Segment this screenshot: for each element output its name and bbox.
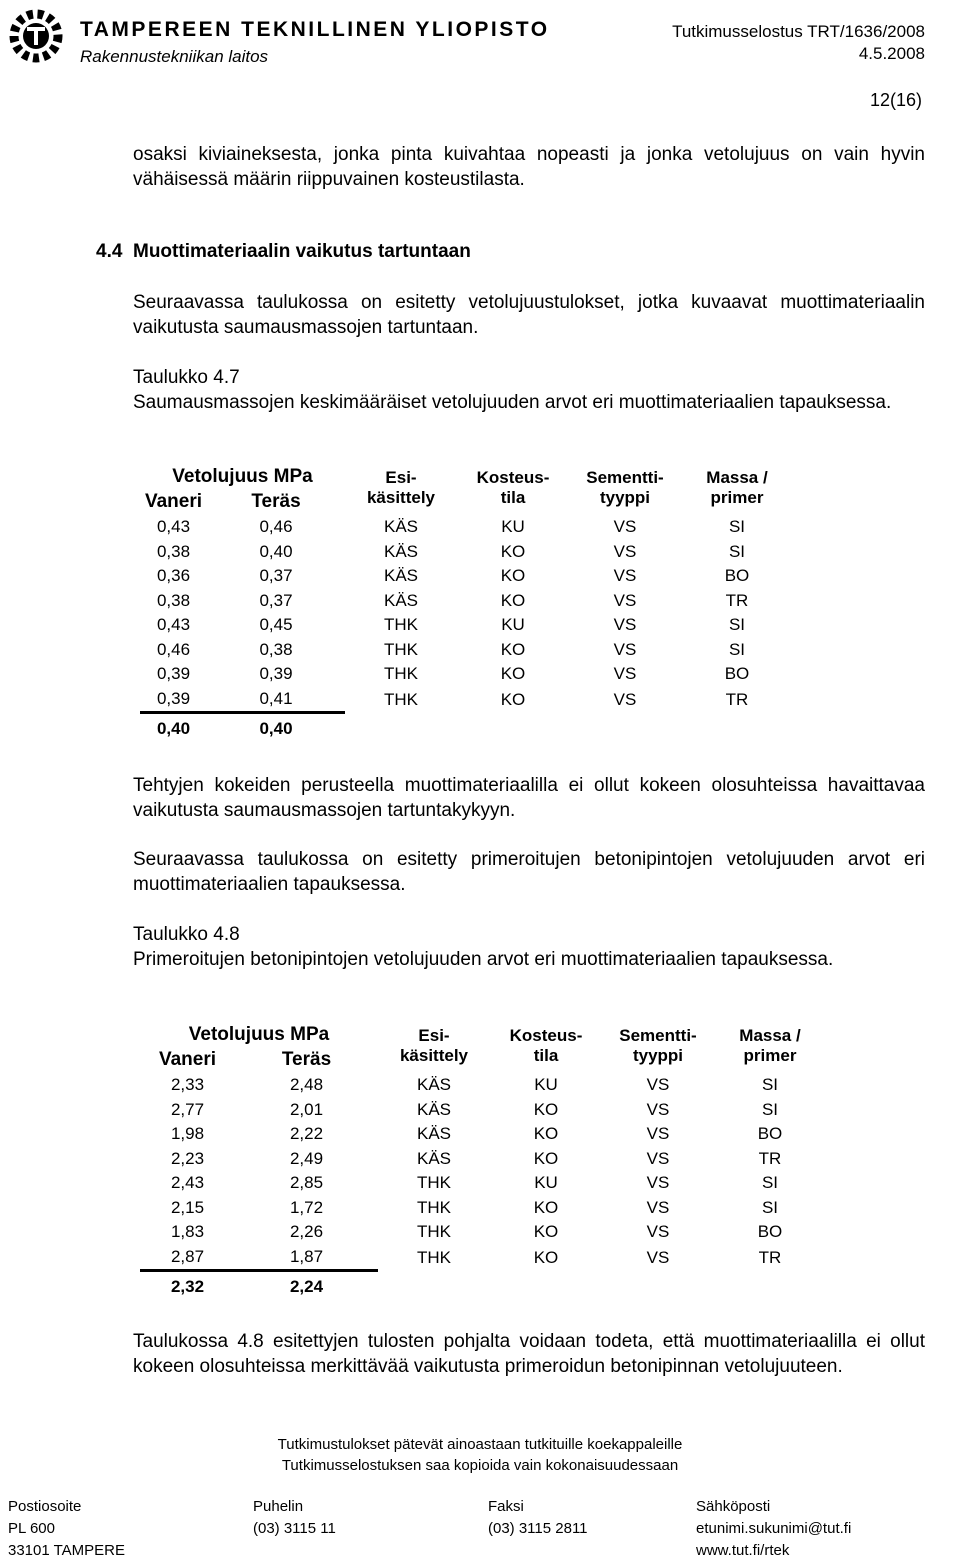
footer-fax (488, 1496, 588, 1540)
cell-massa: TR (758, 1148, 782, 1168)
phone-label: Puhelin (253, 1498, 304, 1515)
cell-sementtityyppi: VS (646, 1099, 670, 1119)
table-row (140, 1122, 826, 1147)
table-1-label: Taulukko 4.7 (133, 367, 240, 388)
cell-kosteustila: KO (500, 639, 526, 659)
footer-email (696, 1496, 851, 1562)
table-row (140, 564, 793, 589)
paragraph-2: Tehtyjen kokeiden perusteella muottimateriaalilla ei ollut kokeen olosuhteissa havaittavaa vaikutusta saumausmassojen tartuntakykyyn. (133, 775, 925, 821)
table-row (140, 1245, 826, 1271)
table-header-row-1 (140, 463, 793, 488)
cell-sementtityyppi: VS (646, 1222, 670, 1242)
table-4-8 (140, 1021, 826, 1300)
table-row (140, 589, 793, 614)
university-logo-icon (5, 5, 67, 67)
table-row (140, 613, 793, 638)
table-row (140, 540, 793, 565)
cell-vaneri: 2,23 (170, 1148, 205, 1168)
header-esikasittely-1: Esi- (385, 468, 417, 487)
cell-teras: 0,41 (207, 687, 345, 713)
cell-kosteustila: KU (534, 1075, 558, 1095)
report-id: Tutkimusselostus TRT/1636/2008 (672, 22, 925, 41)
fax-number: (03) 3115 2811 (488, 1520, 588, 1537)
header-vaneri: Vaneri (144, 490, 203, 512)
cell-sementtityyppi: VS (646, 1173, 670, 1193)
table-2-caption: Primeroitujen betonipintojen vetolujuuden arvot eri muottimateriaalien tapauksessa. (133, 949, 834, 970)
table-header-row-2 (140, 1046, 826, 1073)
cell-sementtityyppi: VS (646, 1247, 670, 1267)
header-sementtityyppi-2: tyyppi (599, 488, 651, 507)
cell-kosteustila: KO (500, 541, 526, 561)
cell-teras: 2,48 (289, 1075, 324, 1095)
paragraph-1: Seuraavassa taulukossa on esitetty vetolujuustulokset, jotka kuvaavat muottimateriaalin vaikutusta saumausmassojen tartuntaan. (133, 292, 925, 338)
cell-teras: 2,85 (289, 1173, 324, 1193)
footer-phone (253, 1496, 336, 1540)
table-average-row (140, 1271, 826, 1301)
report-date: 4.5.2008 (858, 44, 925, 63)
cell-teras: 1,72 (289, 1197, 324, 1217)
header-esikasittely-1: Esi- (418, 1026, 450, 1045)
cell-kosteustila: KO (533, 1197, 559, 1217)
header-sementtityyppi-1: Sementti- (619, 1026, 697, 1045)
cell-esikasittely: THK (384, 664, 418, 684)
cell-vaneri: 0,38 (156, 590, 191, 610)
cell-sementtityyppi: VS (646, 1148, 670, 1168)
cell-sementtityyppi: VS (613, 615, 637, 635)
cell-teras: 2,01 (289, 1099, 324, 1119)
table-header-row-2 (140, 488, 793, 515)
header-sementtityyppi-2: tyyppi (632, 1046, 684, 1065)
cell-massa: SI (728, 615, 746, 635)
table-4-7 (140, 463, 793, 742)
table-row (140, 687, 793, 713)
cell-massa: SI (761, 1099, 779, 1119)
cell-massa: SI (728, 517, 746, 537)
header-esikasittely-2: käsittely (366, 488, 436, 507)
cell-massa: TR (725, 590, 749, 610)
cell-kosteustila: KO (500, 664, 526, 684)
table-row (140, 1073, 826, 1098)
header-teras: Teräs (281, 1048, 332, 1070)
cell-vaneri: 0,39 (156, 664, 191, 684)
cell-vaneri: 2,15 (170, 1197, 205, 1217)
cell-kosteustila: KO (533, 1148, 559, 1168)
intro-paragraph: osaksi kiviaineksesta, jonka pinta kuivahtaa nopeasti ja jonka vetolujuus on vain hyvin vähäisessä määrin riippuvainen kosteustilasta. (133, 144, 925, 190)
cell-vaneri: 0,43 (156, 517, 191, 537)
header-kosteustila-2: tila (533, 1046, 559, 1065)
cell-massa: BO (724, 664, 750, 684)
cell-avg-teras: 0,40 (259, 719, 293, 738)
email-label: Sähköposti (696, 1498, 771, 1515)
header-massa-1: Massa / (706, 468, 768, 487)
cell-teras: 0,40 (259, 541, 293, 561)
cell-esikasittely: KÄS (416, 1148, 452, 1168)
department-name: Rakennustekniikan laitos (80, 47, 269, 66)
cell-massa: SI (728, 541, 746, 561)
cell-vaneri: 0,39 (140, 687, 207, 713)
phone-number: (03) 3115 11 (253, 1520, 336, 1537)
cell-esikasittely: KÄS (416, 1099, 452, 1119)
header-massa-2: primer (710, 488, 764, 507)
cell-esikasittely: THK (417, 1247, 451, 1267)
cell-teras: 0,38 (259, 639, 293, 659)
cell-esikasittely: THK (417, 1173, 451, 1193)
table-row (140, 1147, 826, 1172)
email-address[interactable]: etunimi.sukunimi@tut.fi (696, 1520, 852, 1537)
cell-esikasittely: KÄS (383, 541, 419, 561)
table-row (140, 1220, 826, 1245)
cell-esikasittely: KÄS (383, 590, 419, 610)
table-row (140, 1098, 826, 1123)
cell-kosteustila: KO (533, 1124, 559, 1144)
header-teras: Teräs (251, 490, 301, 512)
paragraph-4: Taulukossa 4.8 esitettyjen tulosten pohjalta voidaan todeta, että muottimateriaalilla ei ollut kokeen olosuhteissa merkittävää vaikutusta primeroidun betonipinnan vetolujuuteen. (133, 1331, 925, 1377)
cell-massa: TR (758, 1247, 782, 1267)
university-name: TAMPEREEN TEKNILLINEN YLIOPISTO (80, 18, 550, 41)
cell-sementtityyppi: VS (613, 541, 637, 561)
cell-esikasittely: THK (417, 1222, 451, 1242)
cell-teras: 2,26 (289, 1222, 324, 1242)
header-vetolujuus: Vetolujuus MPa (188, 1024, 330, 1045)
header-kosteustila-2: tila (500, 488, 526, 507)
fax-label: Faksi (488, 1498, 524, 1515)
table-row (140, 1196, 826, 1221)
cell-esikasittely: KÄS (416, 1075, 452, 1095)
cell-esikasittely: THK (417, 1197, 451, 1217)
cell-sementtityyppi: VS (646, 1075, 670, 1095)
header-esikasittely-2: käsittely (399, 1046, 469, 1065)
cell-kosteustila: KU (501, 517, 525, 537)
cell-kosteustila: KU (534, 1173, 558, 1193)
cell-teras: 0,39 (259, 664, 293, 684)
header-sementtityyppi-1: Sementti- (586, 468, 664, 487)
website-link[interactable]: www.tut.fi/rtek (696, 1542, 790, 1559)
cell-teras: 1,87 (235, 1245, 378, 1271)
cell-vaneri: 1,98 (170, 1124, 205, 1144)
footer-postal (8, 1496, 125, 1562)
paragraph-3: Seuraavassa taulukossa on esitetty primeroitujen betonipintojen vetolujuuden arvot eri muottimateriaalien tapauksessa. (133, 849, 925, 895)
postal-line-2: 33101 TAMPERE (8, 1542, 126, 1559)
footer-note-2: Tutkimusselostuksen saa kopioida vain kokonaisuudessaan (281, 1457, 679, 1474)
cell-esikasittely: THK (384, 689, 418, 709)
cell-vaneri: 2,43 (170, 1173, 205, 1193)
footer-note-1: Tutkimustulokset pätevät ainoastaan tutkituille koekappaleille (277, 1436, 683, 1453)
cell-teras: 0,45 (259, 615, 293, 635)
table-average-row (140, 713, 793, 743)
table-row (140, 515, 793, 540)
cell-sementtityyppi: VS (646, 1124, 670, 1144)
cell-avg-vaneri: 2,32 (170, 1277, 205, 1296)
section-number: 4.4 (96, 241, 123, 262)
cell-massa: BO (724, 566, 750, 586)
cell-esikasittely: KÄS (383, 566, 419, 586)
cell-avg-teras: 2,24 (289, 1277, 324, 1296)
cell-esikasittely: KÄS (383, 517, 419, 537)
postal-line-1: PL 600 (8, 1520, 55, 1537)
header-massa-1: Massa / (739, 1026, 801, 1045)
cell-massa: SI (728, 639, 746, 659)
cell-massa: TR (725, 689, 749, 709)
table-row (140, 1171, 826, 1196)
cell-kosteustila: KO (500, 590, 526, 610)
cell-vaneri: 0,43 (156, 615, 191, 635)
cell-kosteustila: KO (533, 1222, 559, 1242)
cell-massa: BO (757, 1222, 783, 1242)
cell-sementtityyppi: VS (613, 517, 637, 537)
cell-kosteustila: KO (533, 1099, 559, 1119)
cell-vaneri: 0,38 (156, 541, 191, 561)
cell-vaneri: 2,33 (170, 1075, 205, 1095)
cell-teras: 2,22 (289, 1124, 324, 1144)
section-title: Muottimateriaalin vaikutus tartuntaan (133, 241, 471, 262)
cell-massa: SI (761, 1075, 779, 1095)
table-header-row-1 (140, 1021, 826, 1046)
cell-sementtityyppi: VS (613, 590, 637, 610)
cell-kosteustila: KO (533, 1247, 559, 1267)
cell-vaneri: 2,87 (140, 1245, 235, 1271)
cell-teras: 0,37 (259, 590, 293, 610)
cell-massa: SI (761, 1197, 779, 1217)
header-kosteustila-1: Kosteus- (509, 1026, 583, 1045)
header-kosteustila-1: Kosteus- (476, 468, 550, 487)
cell-vaneri: 2,77 (170, 1099, 205, 1119)
cell-esikasittely: THK (384, 615, 418, 635)
cell-sementtityyppi: VS (613, 664, 637, 684)
cell-massa: BO (757, 1124, 783, 1144)
cell-kosteustila: KO (500, 566, 526, 586)
cell-esikasittely: THK (384, 639, 418, 659)
table-row (140, 662, 793, 687)
cell-kosteustila: KO (500, 689, 526, 709)
cell-esikasittely: KÄS (416, 1124, 452, 1144)
table-1-caption: Saumausmassojen keskimääräiset vetolujuuden arvot eri muottimateriaalien tapauksessa. (133, 392, 892, 413)
header-vetolujuus: Vetolujuus MPa (172, 466, 313, 487)
header-vaneri: Vaneri (158, 1048, 217, 1070)
cell-vaneri: 0,36 (156, 566, 191, 586)
cell-teras: 2,49 (289, 1148, 324, 1168)
cell-sementtityyppi: VS (613, 639, 637, 659)
postal-label: Postiosoite (8, 1498, 82, 1515)
cell-massa: SI (761, 1173, 779, 1193)
header-massa-2: primer (743, 1046, 797, 1065)
cell-teras: 0,37 (259, 566, 293, 586)
page-number: 12(16) (869, 90, 922, 110)
cell-kosteustila: KU (501, 615, 525, 635)
cell-vaneri: 1,83 (170, 1222, 205, 1242)
cell-sementtityyppi: VS (613, 689, 637, 709)
cell-vaneri: 0,46 (156, 639, 191, 659)
cell-sementtityyppi: VS (646, 1197, 670, 1217)
cell-teras: 0,46 (259, 517, 293, 537)
cell-avg-vaneri: 0,40 (156, 719, 191, 738)
table-row (140, 638, 793, 663)
cell-sementtityyppi: VS (613, 566, 637, 586)
table-2-label: Taulukko 4.8 (133, 924, 240, 945)
